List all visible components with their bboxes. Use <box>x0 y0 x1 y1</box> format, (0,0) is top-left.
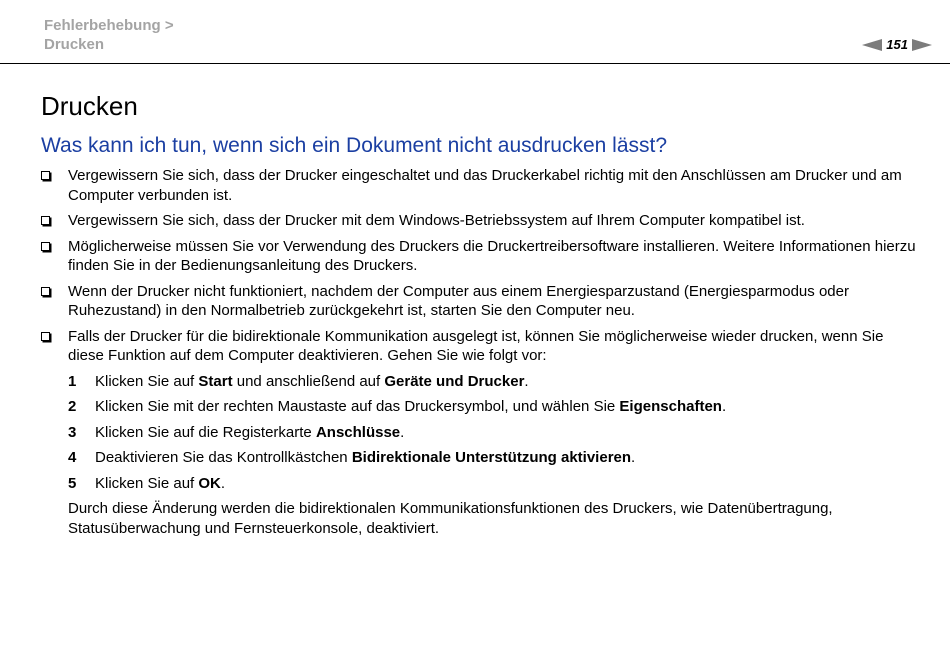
checkbox-bullet-icon <box>41 332 50 341</box>
list-item <box>41 166 921 205</box>
step-number: 2 <box>68 398 77 415</box>
list-item-text: Vergewissern Sie sich, dass der Drucker eingeschaltet und das Druckerkabel richtig mit den Anschlüssen am Drucker und am Computer verbunden ist. <box>68 167 902 204</box>
step-text: Klicken Sie mit der rechten Maustaste auf das Druckersymbol, und wählen Sie <box>95 398 620 415</box>
list-item-text: Falls der Drucker für die bidirektionale Kommunikation ausgelegt ist, können Sie möglicherweise wieder drucken, wenn Sie diese Funktion auf dem Computer deaktivieren. Gehen Sie wie folgt vor: <box>68 327 884 364</box>
step-text: . <box>721 398 727 415</box>
breadcrumb-page: Drucken <box>44 36 105 53</box>
list-item <box>41 211 921 231</box>
step-number: 1 <box>68 372 77 390</box>
ui-term: Bidirektionale Unterstützung aktivieren <box>351 449 632 466</box>
step-number: 4 <box>68 449 77 466</box>
page-number: 151 <box>886 37 908 52</box>
ui-term: Start <box>198 372 233 390</box>
step-text: Klicken Sie auf <box>95 474 199 492</box>
checkbox-bullet-icon <box>41 287 50 296</box>
breadcrumb <box>44 16 174 54</box>
step-text: Klicken Sie auf <box>95 372 199 390</box>
step-item <box>41 474 921 494</box>
step-text: und anschließend auf <box>232 372 385 390</box>
step-text: . <box>631 449 636 466</box>
list-item-text: Vergewissern Sie sich, dass der Drucker mit dem Windows-Betriebssystem auf Ihrem Computer kompatibel ist. <box>68 212 805 229</box>
ui-term: OK <box>198 474 221 492</box>
pager <box>862 37 932 53</box>
list-item-text: Möglicherweise müssen Sie vor Verwendung des Druckers die Druckertreibersoftware installieren. Weitere Informationen hierzu finden Sie in der Bedienungsanleitung des Druckers. <box>68 237 916 274</box>
step-number: 5 <box>68 474 77 492</box>
step-item <box>41 423 921 443</box>
step-item <box>41 397 921 417</box>
step-item <box>41 448 921 468</box>
steps-list <box>41 372 921 494</box>
checkbox-bullet-icon <box>41 216 50 225</box>
checkbox-bullet-icon <box>41 171 50 180</box>
step-text: . <box>220 474 226 492</box>
left-arrow-icon[interactable] <box>862 39 882 51</box>
breadcrumb-section[interactable]: Fehlerbehebung > <box>44 17 174 34</box>
right-arrow-icon[interactable] <box>912 39 932 51</box>
ui-term: Eigenschaften <box>619 398 722 415</box>
step-number: 3 <box>68 423 77 441</box>
list-item <box>41 327 921 366</box>
section-title: Was kann ich tun, wenn sich ein Dokument nicht ausdrucken lässt? <box>41 134 668 157</box>
list-item <box>41 237 921 276</box>
step-item <box>41 372 921 392</box>
list-item-text: Wenn der Drucker nicht funktioniert, nachdem der Computer aus einem Energiesparzustand (Energiesparmodus oder Ruhezustand) in den Normalbetrieb zurückgekehrt ist, starten Sie den Computer neu. <box>68 282 849 319</box>
page-header <box>0 0 950 64</box>
step-text: . <box>524 372 529 390</box>
content <box>41 166 921 538</box>
list-item <box>41 282 921 321</box>
step-text: Deaktivieren Sie das Kontrollkästchen <box>95 449 352 466</box>
ui-term: Geräte und Drucker <box>384 372 525 390</box>
ui-term: Anschlüsse <box>315 423 401 441</box>
checkbox-bullet-icon <box>41 242 50 251</box>
note-paragraph: Durch diese Änderung werden die bidirektionalen Kommunikationsfunktionen des Druckers, wie Datenübertragung, Statusüberwachung und Fernsteuerkonsole, deaktiviert. <box>68 500 833 537</box>
page-title: Drucken <box>41 91 138 121</box>
step-text: Klicken Sie auf die Registerkarte <box>95 423 316 441</box>
step-text: . <box>400 423 405 441</box>
